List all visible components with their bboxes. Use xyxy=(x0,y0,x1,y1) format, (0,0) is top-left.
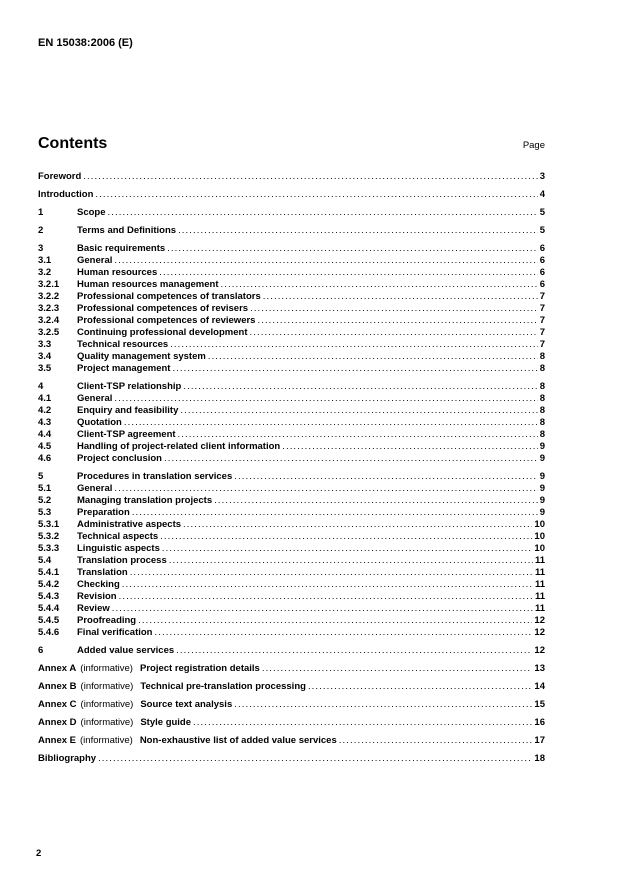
toc-entry-page: 17 xyxy=(534,735,545,746)
toc-entry[interactable] xyxy=(38,753,545,765)
toc-entry-label: General xyxy=(77,483,113,494)
toc-entry[interactable] xyxy=(38,699,545,711)
toc-dot-leader xyxy=(155,627,533,639)
toc-entry-page: 8 xyxy=(539,429,545,440)
toc-entry-page: 7 xyxy=(539,291,545,302)
toc-entry-number: 4.4 xyxy=(38,429,52,440)
toc-entry-page: 6 xyxy=(539,279,545,290)
toc-entry-number: 5.4.2 xyxy=(38,579,60,590)
toc-entry-label: Client-TSP relationship xyxy=(77,381,182,392)
toc-dot-leader xyxy=(130,567,533,579)
toc-annex-qualifier: (informative) xyxy=(80,699,134,710)
toc-dot-leader xyxy=(159,267,537,279)
toc-annex-qualifier: (informative) xyxy=(80,681,134,692)
toc-entry-number: 6 xyxy=(38,645,44,656)
toc-entry-page: 8 xyxy=(539,363,545,374)
toc-entry[interactable] xyxy=(38,315,545,327)
toc-entry[interactable] xyxy=(38,603,545,615)
toc-entry-page: 10 xyxy=(534,531,545,542)
toc-dot-leader xyxy=(95,189,537,201)
toc-entry[interactable] xyxy=(38,207,545,219)
toc-entry-label: Style guide xyxy=(140,717,192,728)
toc-dot-leader xyxy=(164,453,538,465)
toc-dot-leader xyxy=(162,543,533,555)
toc-entry-number: 5.4.6 xyxy=(38,627,60,638)
toc-entry-label: Project conclusion xyxy=(77,453,162,464)
toc-entry-label: Foreword xyxy=(38,171,82,182)
toc-entry-label: Client-TSP agreement xyxy=(77,429,176,440)
toc-entry-page: 9 xyxy=(539,507,545,518)
toc-entry[interactable] xyxy=(38,171,545,183)
toc-entry-number: 4.2 xyxy=(38,405,52,416)
toc-annex-prefix: Annex C xyxy=(38,699,77,710)
toc-entry-page: 7 xyxy=(539,303,545,314)
toc-entry-label: Non-exhaustive list of added value services xyxy=(139,735,337,746)
toc-entry-label: Handling of project-related client information xyxy=(77,441,281,452)
toc-entry-number: 1 xyxy=(38,207,44,218)
toc-dot-leader xyxy=(172,363,537,375)
toc-annex-prefix: Annex A xyxy=(38,663,77,674)
toc-entry-number: 3.2.5 xyxy=(38,327,60,338)
footer-page-number: 2 xyxy=(36,848,42,859)
toc-entry-page: 6 xyxy=(539,267,545,278)
toc-entry-label: Project management xyxy=(77,363,171,374)
contents-title: Contents xyxy=(38,135,108,152)
toc-dot-leader xyxy=(169,555,533,567)
toc-entry-page: 7 xyxy=(539,327,545,338)
toc-entry-number: 4.3 xyxy=(38,417,52,428)
toc-entry-number: 3.5 xyxy=(38,363,52,374)
toc-annex-qualifier: (informative) xyxy=(80,717,134,728)
toc-entry[interactable] xyxy=(38,483,545,495)
toc-entry-number: 5.4.3 xyxy=(38,591,60,602)
toc-entry[interactable] xyxy=(38,627,545,639)
toc-entry[interactable] xyxy=(38,393,545,405)
toc-entry-label: Enquiry and feasibility xyxy=(77,405,179,416)
toc-entry-label: Professional competences of translators xyxy=(77,291,261,302)
toc-entry-page: 12 xyxy=(534,627,545,638)
toc-entry-label: Quality management system xyxy=(77,351,206,362)
toc-entry[interactable] xyxy=(38,663,545,675)
toc-entry-number: 3.1 xyxy=(38,255,52,266)
contents-header xyxy=(38,136,545,152)
toc-dot-leader xyxy=(183,381,537,393)
toc-entry-label: Review xyxy=(77,603,110,614)
toc-dot-leader xyxy=(122,579,533,591)
toc-entry-page: 6 xyxy=(539,243,545,254)
toc-list xyxy=(38,171,545,765)
toc-entry-number: 5.4.4 xyxy=(38,603,60,614)
toc-entry[interactable] xyxy=(38,441,545,453)
toc-entry-page: 9 xyxy=(539,441,545,452)
toc-dot-leader xyxy=(208,351,538,363)
toc-entry-label: Proofreading xyxy=(77,615,137,626)
toc-entry-label: Source text analysis xyxy=(140,699,233,710)
toc-entry-label: Preparation xyxy=(77,507,130,518)
toc-entry[interactable] xyxy=(38,531,545,543)
toc-entry[interactable] xyxy=(38,381,545,393)
toc-entry-number: 5.3.3 xyxy=(38,543,60,554)
toc-entry-label: Checking xyxy=(77,579,120,590)
toc-entry-page: 8 xyxy=(539,417,545,428)
toc-annex-qualifier: (informative) xyxy=(80,663,133,674)
toc-entry-label: Technical resources xyxy=(77,339,169,350)
toc-entry-number: 3.3 xyxy=(38,339,52,350)
toc-entry-label: Technical pre-translation processing xyxy=(140,681,306,692)
toc-dot-leader xyxy=(114,255,537,267)
doc-reference: EN 15038:2006 (E) xyxy=(38,37,133,49)
toc-entry[interactable] xyxy=(38,507,545,519)
toc-entry[interactable] xyxy=(38,255,545,267)
toc-entry[interactable] xyxy=(38,279,545,291)
toc-entry-label: Human resources management xyxy=(77,279,219,290)
toc-entry[interactable] xyxy=(38,615,545,627)
toc-entry-page: 11 xyxy=(534,579,545,590)
toc-entry[interactable] xyxy=(38,579,545,591)
toc-dot-leader xyxy=(167,243,538,255)
toc-entry-page: 5 xyxy=(539,225,545,236)
toc-entry[interactable] xyxy=(38,405,545,417)
toc-entry-label: Introduction xyxy=(38,189,94,200)
toc-dot-leader xyxy=(250,303,538,315)
toc-entry-page: 10 xyxy=(534,519,545,530)
toc-entry-number: 3.4 xyxy=(38,351,52,362)
toc-entry-label: Quotation xyxy=(77,417,122,428)
toc-dot-leader xyxy=(98,753,532,765)
toc-entry-number: 2 xyxy=(38,225,44,236)
toc-entry-page: 9 xyxy=(539,483,545,494)
toc-entry[interactable] xyxy=(38,189,545,201)
toc-annex-prefix: Annex E xyxy=(38,735,77,746)
toc-entry-number: 5.3.2 xyxy=(38,531,60,542)
toc-entry-number: 4 xyxy=(38,381,44,392)
toc-dot-leader xyxy=(108,207,538,219)
toc-entry-label: Linguistic aspects xyxy=(77,543,160,554)
toc-dot-leader xyxy=(160,531,532,543)
toc-entry-label: Continuing professional development xyxy=(77,327,248,338)
toc-dot-leader xyxy=(262,663,533,675)
toc-entry-page: 9 xyxy=(539,471,545,482)
toc-entry[interactable] xyxy=(38,645,545,657)
toc-entry-number: 5.3.1 xyxy=(38,519,60,530)
toc-entry-number: 5.4.1 xyxy=(38,567,60,578)
toc-entry-label: Project registration details xyxy=(139,663,260,674)
toc-dot-leader xyxy=(178,225,538,237)
toc-entry-page: 5 xyxy=(539,207,545,218)
toc-dot-leader xyxy=(339,735,533,747)
toc-entry-label: Human resources xyxy=(77,267,158,278)
toc-dot-leader xyxy=(263,291,538,303)
toc-entry[interactable] xyxy=(38,453,545,465)
toc-entry-label: Administrative aspects xyxy=(77,519,182,530)
toc-dot-leader xyxy=(112,603,533,615)
toc-dot-leader xyxy=(83,171,537,183)
toc-entry-page: 8 xyxy=(539,351,545,362)
toc-entry-label: Translation process xyxy=(77,555,167,566)
toc-entry[interactable] xyxy=(38,225,545,237)
toc-entry-page: 11 xyxy=(534,555,545,566)
toc-entry[interactable] xyxy=(38,555,545,567)
toc-entry-page: 9 xyxy=(539,453,545,464)
toc-entry-number: 5.1 xyxy=(38,483,52,494)
toc-entry[interactable] xyxy=(38,591,545,603)
toc-entry-label: Procedures in translation services xyxy=(77,471,233,482)
toc-entry-page: 4 xyxy=(539,189,545,200)
toc-entry[interactable] xyxy=(38,303,545,315)
toc-entry-page: 18 xyxy=(534,753,545,764)
toc-entry-page: 12 xyxy=(534,615,545,626)
toc-entry-number: 3.2 xyxy=(38,267,52,278)
toc-dot-leader xyxy=(234,471,537,483)
toc-entry-label: Professional competences of revisers xyxy=(77,303,249,314)
toc-entry[interactable] xyxy=(38,363,545,375)
toc-entry-page: 7 xyxy=(539,315,545,326)
toc-entry-page: 13 xyxy=(534,663,545,674)
toc-entry-page: 8 xyxy=(539,405,545,416)
toc-entry-label: Added value services xyxy=(77,645,175,656)
toc-entry-number: 3.2.1 xyxy=(38,279,60,290)
toc-annex-prefix: Annex D xyxy=(38,717,77,728)
toc-entry-page: 16 xyxy=(534,717,545,728)
toc-entry-number: 4.1 xyxy=(38,393,52,404)
toc-entry-number: 4.6 xyxy=(38,453,52,464)
toc-entry-label: Final verification xyxy=(77,627,153,638)
toc-dot-leader xyxy=(176,645,532,657)
toc-entry[interactable] xyxy=(38,543,545,555)
toc-dot-leader xyxy=(138,615,532,627)
toc-dot-leader xyxy=(124,417,538,429)
toc-entry-number: 3.2.2 xyxy=(38,291,60,302)
toc-entry[interactable] xyxy=(38,429,545,441)
toc-entry[interactable] xyxy=(38,735,545,747)
toc-entry-page: 11 xyxy=(534,567,545,578)
toc-entry[interactable] xyxy=(38,267,545,279)
toc-entry-number: 5.2 xyxy=(38,495,52,506)
toc-dot-leader xyxy=(214,495,538,507)
toc-dot-leader xyxy=(308,681,532,693)
toc-dot-leader xyxy=(180,405,537,417)
toc-entry-label: Translation xyxy=(77,567,128,578)
toc-entry-page: 9 xyxy=(539,495,545,506)
toc-entry-number: 5.4.5 xyxy=(38,615,60,626)
toc-entry[interactable] xyxy=(38,717,545,729)
toc-entry-label: Basic requirements xyxy=(77,243,166,254)
toc-entry-label: General xyxy=(77,393,113,404)
toc-entry-page: 3 xyxy=(539,171,545,182)
toc-dot-leader xyxy=(257,315,537,327)
toc-entry[interactable] xyxy=(38,681,545,693)
toc-entry-label: Scope xyxy=(77,207,106,218)
toc-entry-number: 3.2.4 xyxy=(38,315,60,326)
toc-entry[interactable] xyxy=(38,327,545,339)
toc-entry-page: 8 xyxy=(539,393,545,404)
toc-entry-number: 5 xyxy=(38,471,44,482)
toc-annex-qualifier: (informative) xyxy=(80,735,133,746)
toc-entry-page: 14 xyxy=(534,681,545,692)
toc-entry-page: 11 xyxy=(534,603,545,614)
toc-dot-leader xyxy=(132,507,538,519)
toc-annex-prefix: Annex B xyxy=(38,681,77,692)
toc-entry-label: Technical aspects xyxy=(77,531,159,542)
toc-dot-leader xyxy=(234,699,532,711)
toc-entry-label: Bibliography xyxy=(38,753,97,764)
toc-dot-leader xyxy=(282,441,537,453)
page-column-label: Page xyxy=(522,140,545,151)
toc-dot-leader xyxy=(114,393,537,405)
toc-dot-leader xyxy=(170,339,538,351)
toc-entry[interactable] xyxy=(38,495,545,507)
toc-dot-leader xyxy=(193,717,532,729)
toc-entry[interactable] xyxy=(38,567,545,579)
toc-entry-label: Managing translation projects xyxy=(77,495,213,506)
toc-dot-leader xyxy=(178,429,538,441)
toc-entry-number: 5.4 xyxy=(38,555,52,566)
toc-entry[interactable] xyxy=(38,471,545,483)
toc-entry-label: Revision xyxy=(77,591,117,602)
toc-entry-number: 5.3 xyxy=(38,507,52,518)
toc-dot-leader xyxy=(249,327,537,339)
toc-entry-page: 11 xyxy=(534,591,545,602)
toc-entry-label: General xyxy=(77,255,113,266)
toc-entry[interactable] xyxy=(38,291,545,303)
toc-dot-leader xyxy=(221,279,538,291)
toc-entry-number: 4.5 xyxy=(38,441,52,452)
toc-entry-page: 8 xyxy=(539,381,545,392)
toc-entry[interactable] xyxy=(38,519,545,531)
toc-entry-number: 3.2.3 xyxy=(38,303,60,314)
toc-entry-page: 7 xyxy=(539,339,545,350)
toc-dot-leader xyxy=(114,483,537,495)
toc-entry-label: Terms and Definitions xyxy=(77,225,177,236)
toc-entry[interactable] xyxy=(38,243,545,255)
toc-dot-leader xyxy=(119,591,533,603)
toc-entry-number: 3 xyxy=(38,243,44,254)
toc-entry-page: 12 xyxy=(534,645,545,656)
toc-entry-page: 10 xyxy=(534,543,545,554)
toc-entry-page: 6 xyxy=(539,255,545,266)
toc-entry[interactable] xyxy=(38,339,545,351)
toc-entry[interactable] xyxy=(38,351,545,363)
toc-entry[interactable] xyxy=(38,417,545,429)
toc-entry-label: Professional competences of reviewers xyxy=(77,315,256,326)
toc-dot-leader xyxy=(183,519,532,531)
toc-entry-page: 15 xyxy=(534,699,545,710)
